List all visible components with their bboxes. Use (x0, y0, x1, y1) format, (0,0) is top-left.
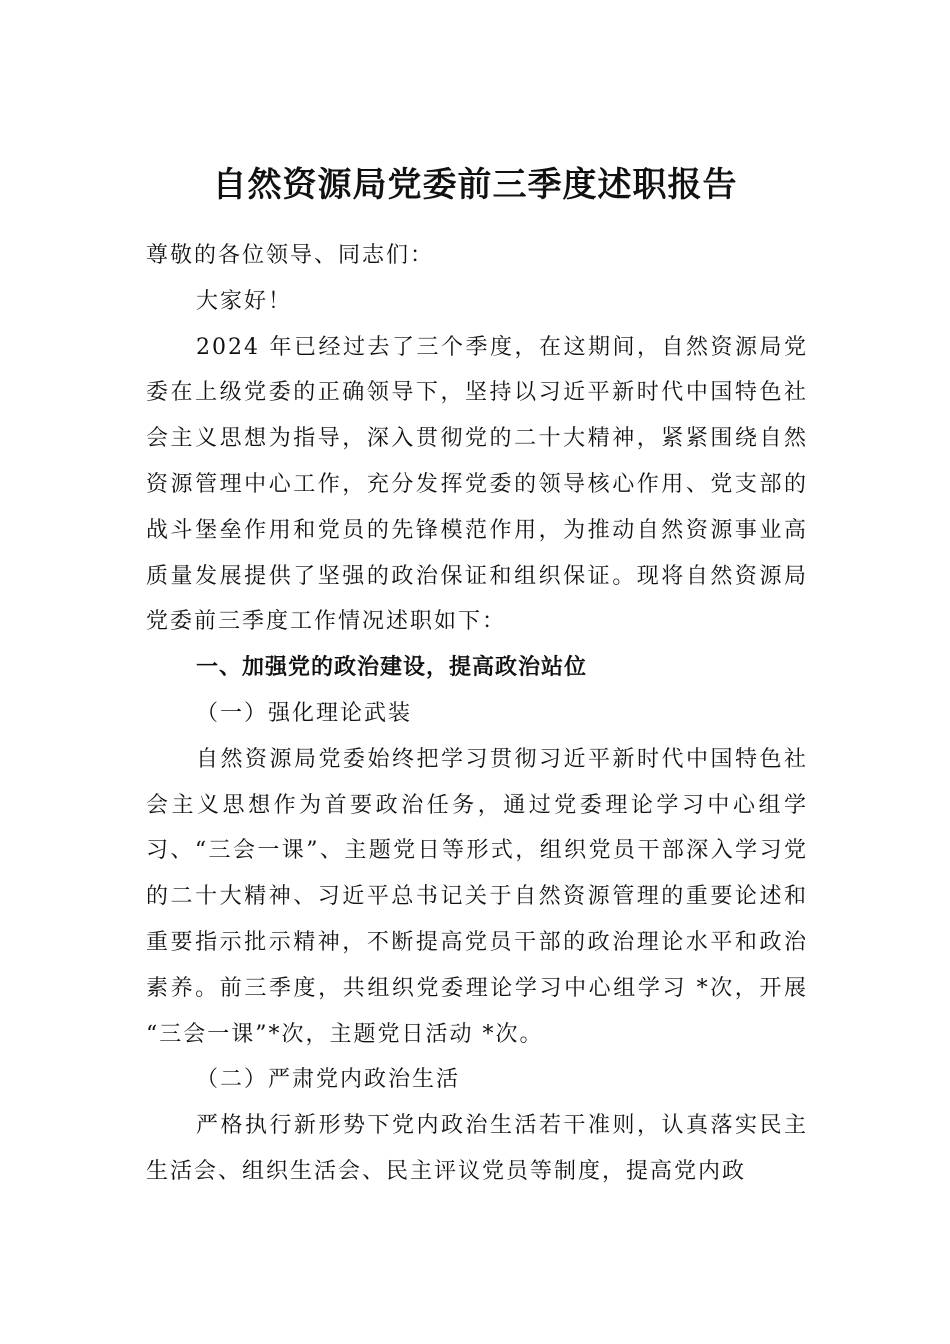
subsection-heading: （二）严肃党内政治生活 (196, 1067, 461, 1093)
document-body (146, 233, 808, 1195)
salutation: 尊敬的各位领导、同志们： (146, 243, 435, 268)
section-heading: 一、加强党的政治建设，提高政治站位 (196, 655, 588, 681)
greeting: 大家好！ (196, 288, 293, 314)
subsection-paragraph: 严格执行新形势下党内政治生活若干准则，认真落实民主生活会、组织生活会、民主评议党员等制度，提高党内政 (146, 1113, 808, 1184)
intro-paragraph: 2024 年已经过去了三个季度，在这期间，自然资源局党委在上级党委的正确领导下，坚持以习近平新时代中国特色社会主义思想为指导，深入贯彻党的二十大精神，紧紧围绕自然资源管理中心工作，充分发挥党委的领导核心作用、党支部的战斗堡垒作用和党员的先锋模范作用，为推动自然资源事业高质量发展提供了坚强的政治保证和组织保证。现将自然资源局党委前三季度工作情况述职如下： (146, 334, 808, 635)
subsection-heading: （一）强化理论武装 (196, 700, 413, 726)
document-title: 自然资源局党委前三季度述职报告 (212, 165, 738, 205)
subsection-paragraph: 自然资源局党委始终把学习贯彻习近平新时代中国特色社会主义思想作为首要政治任务，通过党委理论学习中心组学习、“三会一课”、主题党日等形式，组织党员干部深入学习党的二十大精神、习近平总书记关于自然资源管理的重要论述和重要指示批示精神，不断提高党员干部的政治理论水平和政治素养。前三季度，共组织党委理论学习中心组学习 *次，开展 “三会一课”*次，主题党日活动 *次。 (146, 746, 808, 1047)
